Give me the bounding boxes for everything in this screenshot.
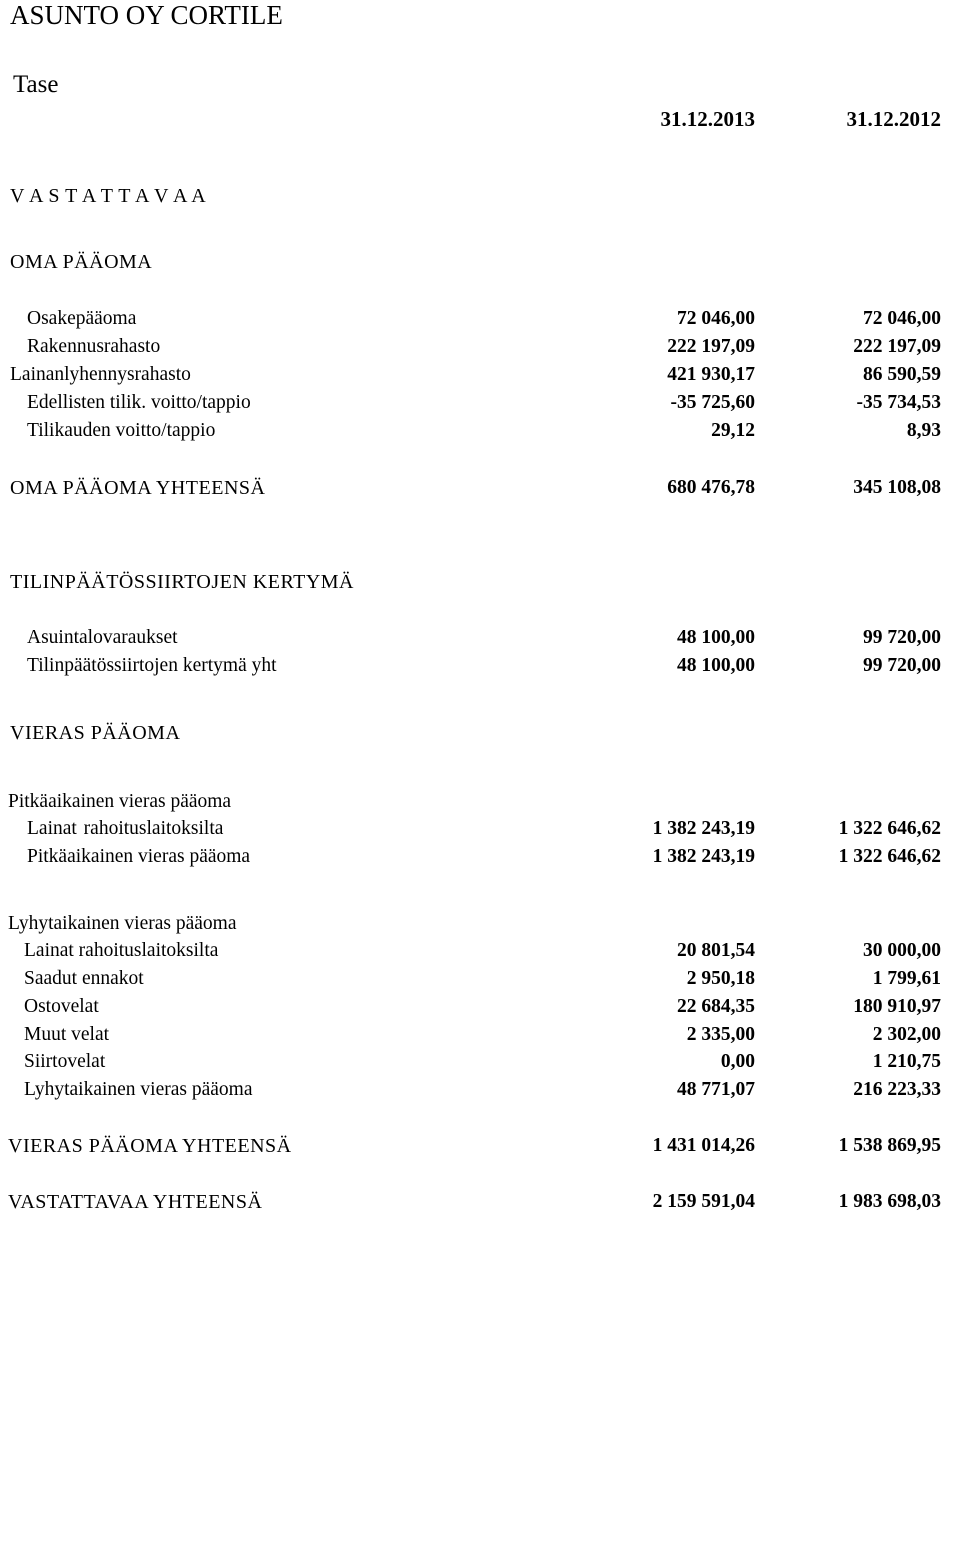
row-value-2013: 0,00 [720,1051,755,1072]
document-title: Tase [13,71,59,98]
subsection-title-pitkaaikainen: Pitkäaikainen vieras pääoma [8,791,232,812]
total-label: VIERAS PÄÄOMA YHTEENSÄ [8,1135,292,1157]
row-value-2012: 2 302,00 [872,1024,941,1045]
row-value-2013: 20 801,54 [677,940,755,961]
row-label: Tilikauden voitto/tappio [27,420,216,441]
row-value-2012: 8,93 [906,420,941,441]
total-value-2012: 1 538 869,95 [838,1135,941,1156]
row-value-2013: 222 197,09 [667,336,755,357]
row-value-2013: 1 382 243,19 [652,846,755,867]
row-value-2013: 2 950,18 [686,968,755,989]
row-value-2013: 48 100,00 [677,655,755,676]
row-label: Pitkäaikainen vieras pääoma [27,846,251,867]
row-value-2012: 1 210,75 [872,1051,941,1072]
row-value-2013: 421 930,17 [667,364,755,385]
row-value-2012: 1 799,61 [872,968,941,989]
row-value-2013: 22 684,35 [677,996,755,1017]
row-value-2012: 1 322 646,62 [838,818,941,839]
row-value-2013: -35 725,60 [670,392,755,413]
section-heading-vastattavaa: V A S T A T T A V A A [10,185,207,207]
row-label: Osakepääoma [27,308,137,329]
row-value-2012: -35 734,53 [856,392,941,413]
grand-total-label: VASTATTAVAA YHTEENSÄ [8,1191,263,1213]
section-title-tilinpaatossiirtojen-kertyma: TILINPÄÄTÖSSIIRTOJEN KERTYMÄ [10,571,354,593]
row-value-2012: 86 590,59 [863,364,941,385]
row-value-2012: 30 000,00 [863,940,941,961]
row-label: Saadut ennakot [24,968,144,989]
row-label: Ostovelat [24,996,99,1017]
row-value-2012: 1 322 646,62 [838,846,941,867]
row-value-2012: 72 046,00 [863,308,941,329]
row-value-2012: 99 720,00 [863,655,941,676]
total-label: OMA PÄÄOMA YHTEENSÄ [10,477,266,499]
row-value-2013: 1 382 243,19 [652,818,755,839]
row-value-2012: 180 910,97 [853,996,941,1017]
grand-total-value-2012: 1 983 698,03 [838,1191,941,1212]
row-label: Rakennusrahasto [27,336,161,357]
section-title-vieras-paaoma: VIERAS PÄÄOMA [10,722,181,744]
row-label: Tilinpäätössiirtojen kertymä yht [27,655,277,676]
row-label: Lainanlyhennysrahasto [10,364,191,385]
column-header-2013: 31.12.2013 [660,107,755,131]
grand-total-value-2013: 2 159 591,04 [652,1191,755,1212]
row-value-2013: 48 100,00 [677,627,755,648]
row-value-2012: 222 197,09 [853,336,941,357]
row-value-2013: 48 771,07 [677,1079,755,1100]
row-value-2012: 216 223,33 [853,1079,941,1100]
row-label: Siirtovelat [24,1051,106,1072]
row-label: Lainat rahoituslaitoksilta [24,940,219,961]
row-label: Asuintalovaraukset [27,627,178,648]
row-label: Muut velat [24,1024,110,1045]
total-value-2012: 345 108,08 [853,477,941,498]
section-title-oma-paaoma: OMA PÄÄOMA [10,251,153,273]
subsection-title-lyhytaikainen: Lyhytaikainen vieras pääoma [8,913,237,934]
total-value-2013: 1 431 014,26 [652,1135,755,1156]
row-value-2013: 2 335,00 [686,1024,755,1045]
column-header-2012: 31.12.2012 [846,107,941,131]
total-value-2013: 680 476,78 [667,477,755,498]
row-value-2012: 99 720,00 [863,627,941,648]
row-label: Lyhytaikainen vieras pääoma [24,1079,253,1100]
row-value-2013: 72 046,00 [677,308,755,329]
row-label: Edellisten tilik. voitto/tappio [27,392,251,413]
company-name: ASUNTO OY CORTILE [10,0,283,30]
row-value-2013: 29,12 [711,420,755,441]
row-label: Lainat rahoituslaitoksilta [27,818,224,839]
